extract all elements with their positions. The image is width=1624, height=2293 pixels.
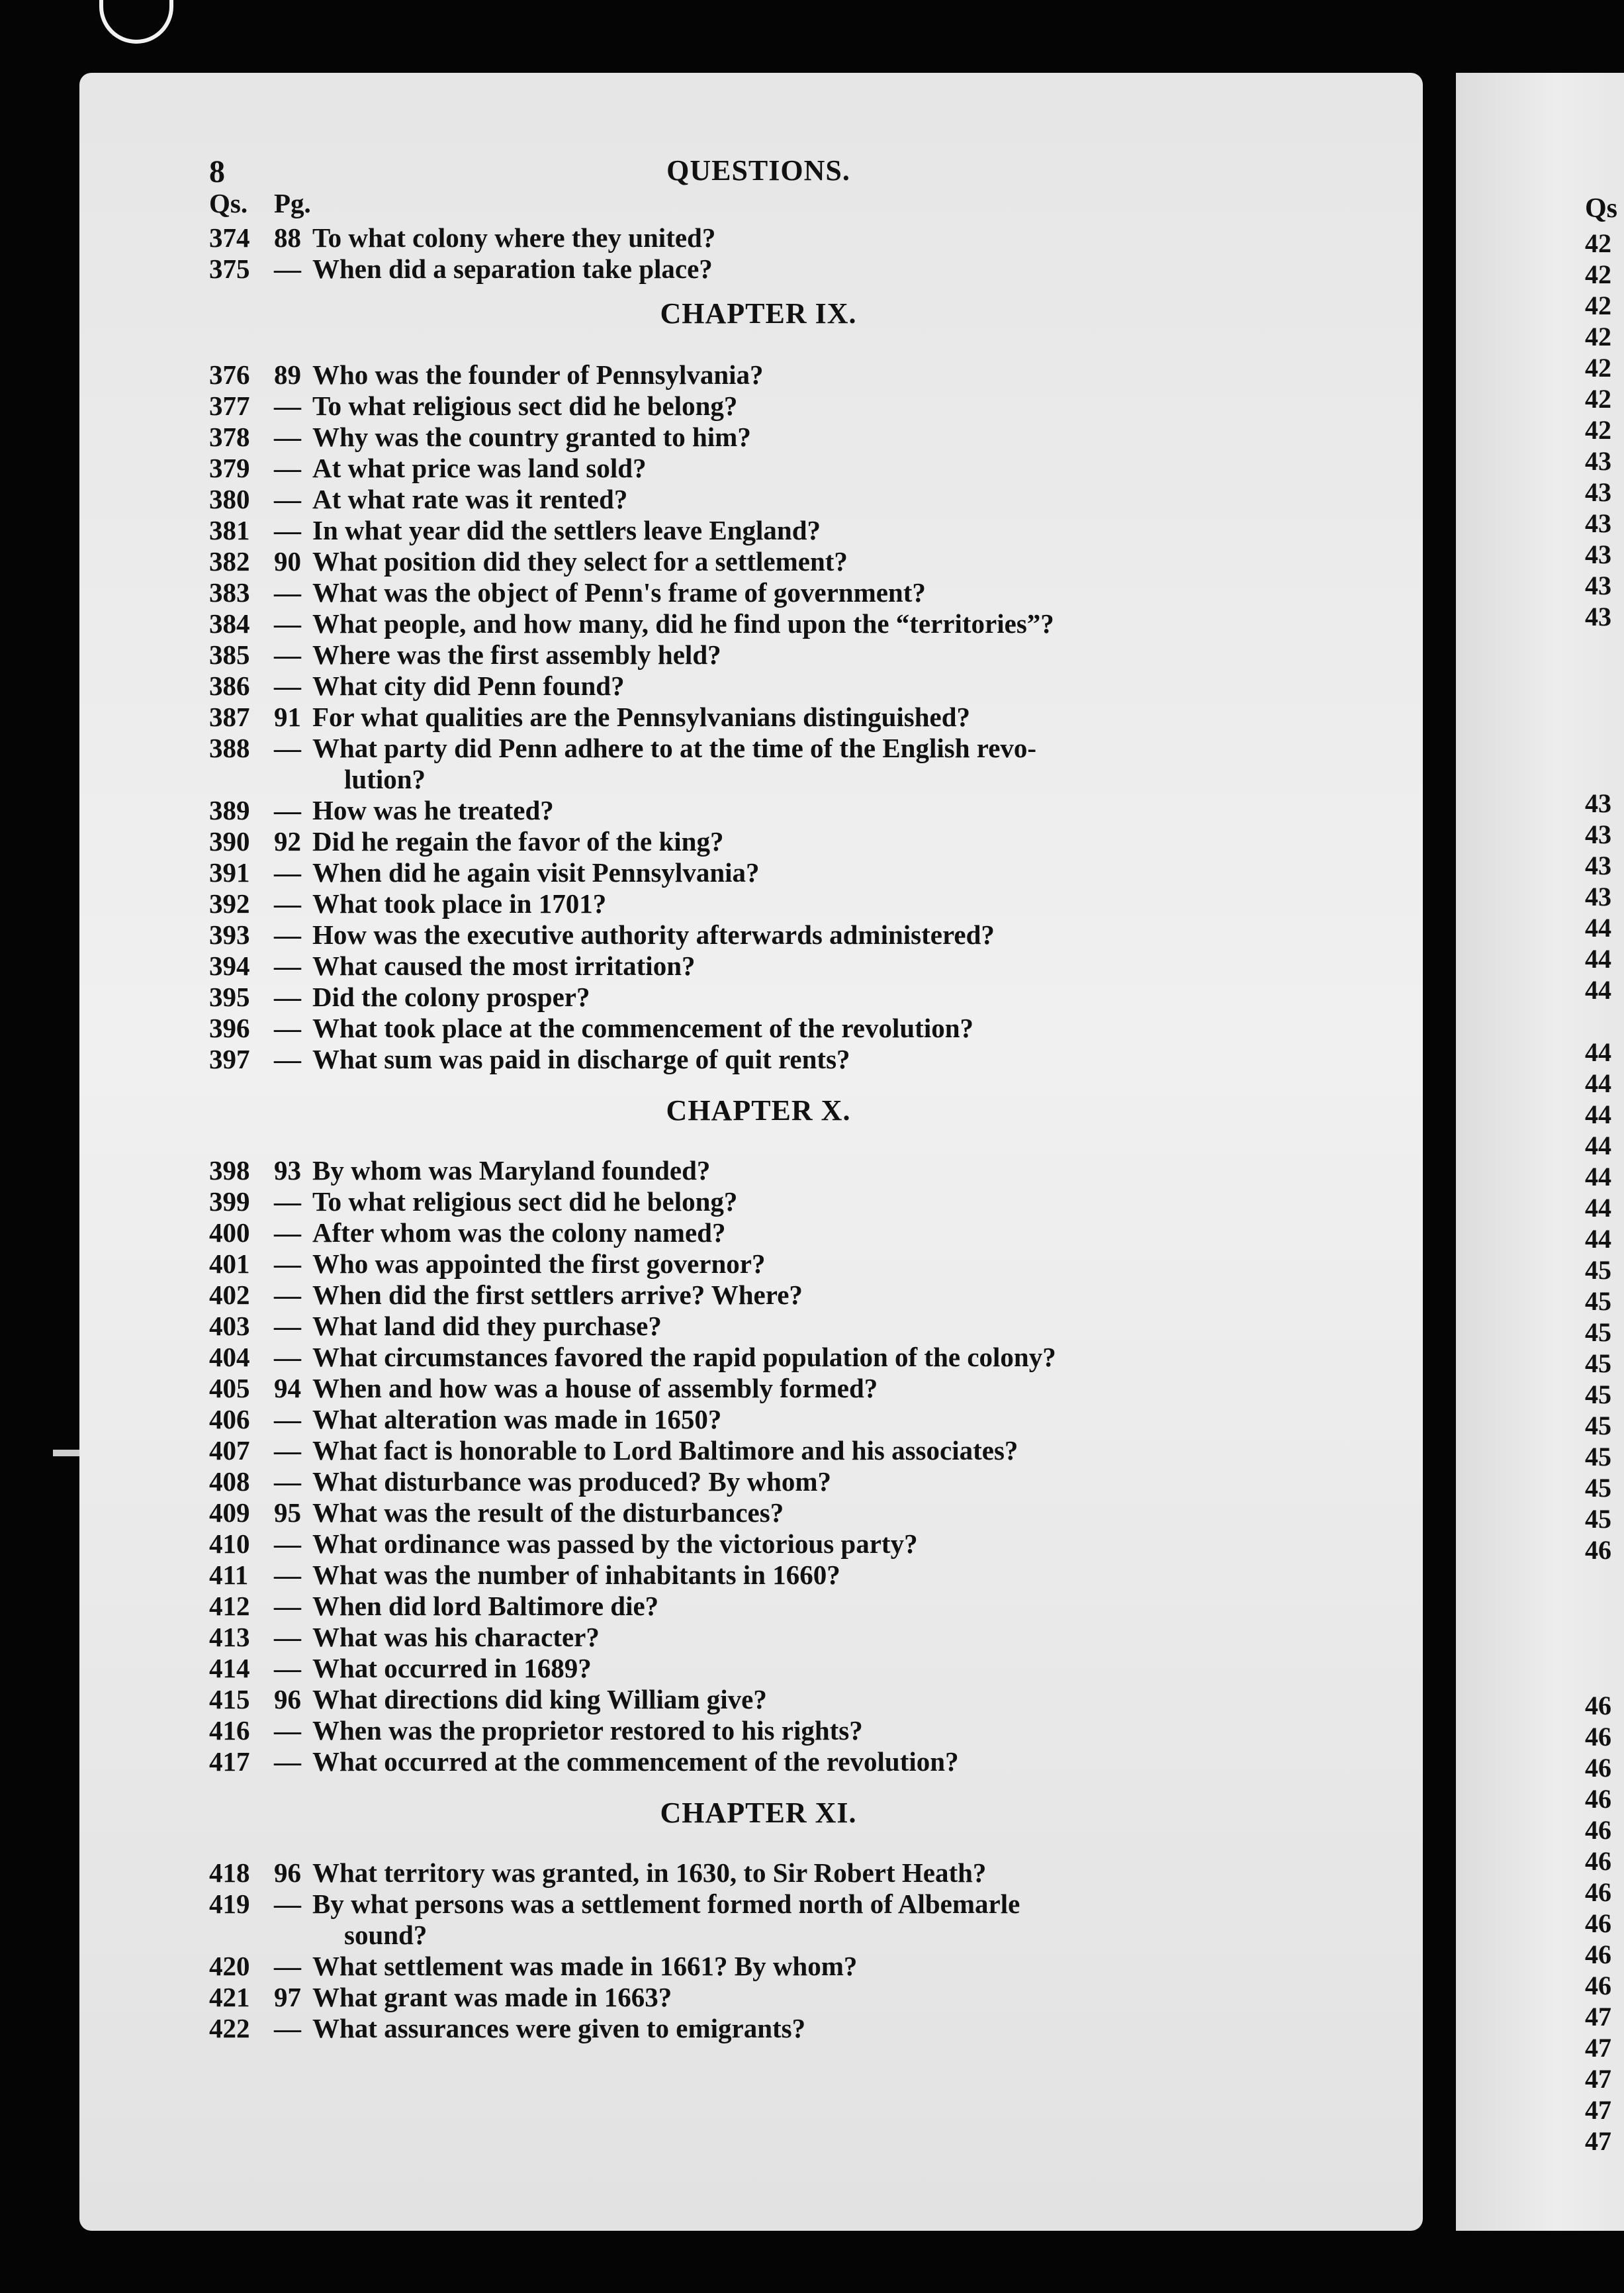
facing-page-number: 42 — [1585, 384, 1611, 414]
question-text: By what persons was a settlement formed north of Albemarle — [312, 1889, 1020, 1919]
question-row — [209, 857, 1308, 888]
facing-page-number — [1585, 1006, 1624, 1037]
question-number: 374 — [209, 222, 250, 253]
question-text: When did he again visit Pennsylvania? — [312, 857, 760, 888]
question-row — [209, 982, 1308, 1013]
question-row — [209, 1746, 1308, 1777]
question-row — [209, 1653, 1308, 1684]
question-number: 410 — [209, 1528, 250, 1559]
facing-page-number: 44 — [1585, 975, 1611, 1005]
question-text: What city did Penn found? — [312, 671, 625, 701]
question-text: What disturbance was produced? By whom? — [312, 1466, 832, 1497]
question-number: 407 — [209, 1435, 250, 1466]
question-row — [209, 2013, 1308, 2044]
question-number: 421 — [209, 1982, 250, 2012]
question-number: 402 — [209, 1280, 250, 1310]
intro-questions — [209, 222, 1308, 285]
facing-page-number: 43 — [1585, 602, 1611, 632]
page-reference: 96 — [274, 1857, 301, 1888]
facing-page-number: 46 — [1585, 1971, 1611, 2000]
question-text: What party did Penn adhere to at the time of the English revo- — [312, 733, 1037, 763]
question-number: 391 — [209, 857, 250, 888]
question-number: 388 — [209, 733, 250, 763]
facing-page-number: 43 — [1585, 508, 1611, 538]
chapter-heading: CHAPTER XI. — [660, 1797, 857, 1829]
question-row — [209, 1404, 1308, 1435]
facing-page-number: 43 — [1585, 882, 1611, 912]
question-number: 383 — [209, 577, 250, 608]
question-number: 384 — [209, 608, 250, 639]
question-text: To what religious sect did he belong? — [312, 391, 738, 421]
page-reference: — — [274, 1653, 301, 1683]
question-row — [209, 608, 1308, 639]
question-text: After whom was the colony named? — [312, 1217, 726, 1248]
facing-page-number: 43 — [1585, 788, 1611, 818]
page-reference: — — [274, 857, 301, 888]
question-row — [209, 1466, 1308, 1497]
facing-page-number — [1585, 1597, 1624, 1628]
question-number: 404 — [209, 1342, 250, 1372]
page-reference: — — [274, 1528, 301, 1559]
facing-page-number: 44 — [1585, 1193, 1611, 1223]
question-row — [209, 1013, 1308, 1044]
facing-page-number: 44 — [1585, 1100, 1611, 1129]
chapter-heading: CHAPTER IX. — [660, 297, 857, 330]
question-text-continuation: sound? — [344, 1920, 428, 1950]
question-text: Where was the first assembly held? — [312, 639, 721, 670]
corner-mark — [99, 0, 173, 44]
question-number: 389 — [209, 795, 250, 825]
page-reference: — — [274, 1466, 301, 1497]
question-number: 419 — [209, 1889, 250, 1919]
facing-page-number: 42 — [1585, 259, 1611, 289]
facing-page-number: 44 — [1585, 1131, 1611, 1160]
question-text: When did lord Baltimore die? — [312, 1591, 659, 1621]
facing-page-header: Qs — [1585, 193, 1618, 224]
questions-column-header: Qs. — [209, 188, 248, 218]
facing-page-number — [1585, 1659, 1624, 1690]
question-number: 385 — [209, 639, 250, 670]
question-row — [209, 484, 1308, 515]
facing-page-number: 45 — [1585, 1504, 1611, 1534]
page-number: 8 — [209, 154, 225, 189]
facing-page-number: 45 — [1585, 1442, 1611, 1472]
question-number: 375 — [209, 254, 250, 284]
question-row — [209, 222, 1308, 254]
facing-page-number: 46 — [1585, 1815, 1611, 1845]
question-row — [209, 1373, 1308, 1404]
question-number: 403 — [209, 1311, 250, 1341]
question-number: 387 — [209, 702, 250, 732]
question-row — [209, 453, 1308, 484]
question-text: By whom was Maryland founded? — [312, 1155, 711, 1186]
page-reference: 91 — [274, 702, 301, 732]
question-row — [209, 577, 1308, 608]
question-text: What alteration was made in 1650? — [312, 1404, 722, 1434]
question-text: What territory was granted, in 1630, to Sir Robert Heath? — [312, 1857, 987, 1888]
question-text: When and how was a house of assembly formed? — [312, 1373, 878, 1403]
question-text: For what qualities are the Pennsylvanians distinguished? — [312, 702, 971, 732]
question-text: What sum was paid in discharge of quit rents? — [312, 1044, 850, 1074]
question-row — [209, 1857, 1308, 1889]
facing-page-number: 44 — [1585, 1224, 1611, 1254]
question-number: 409 — [209, 1497, 250, 1528]
facing-page-number: 46 — [1585, 1940, 1611, 1969]
page-reference: 92 — [274, 826, 301, 857]
question-row — [209, 1280, 1308, 1311]
question-number: 390 — [209, 826, 250, 857]
facing-page-number: 42 — [1585, 322, 1611, 351]
facing-page-number: 45 — [1585, 1411, 1611, 1440]
question-row — [209, 1560, 1308, 1591]
page-reference: — — [274, 671, 301, 701]
question-row — [209, 702, 1308, 733]
question-row — [209, 422, 1308, 453]
question-row — [209, 795, 1308, 826]
page-column-header: Pg. — [274, 188, 311, 218]
question-number: 399 — [209, 1186, 250, 1217]
facing-page-number: 45 — [1585, 1317, 1611, 1347]
question-row — [209, 1435, 1308, 1466]
page-reference: — — [274, 951, 301, 981]
question-number: 380 — [209, 484, 250, 514]
question-text: What circumstances favored the rapid population of the colony? — [312, 1342, 1056, 1372]
facing-page-number — [1585, 757, 1624, 788]
question-row — [209, 1591, 1308, 1622]
facing-page-number: 46 — [1585, 1722, 1611, 1752]
question-text: How was he treated? — [312, 795, 554, 825]
page-content — [209, 154, 1308, 2044]
question-number: 398 — [209, 1155, 250, 1186]
question-text-continuation: lution? — [344, 764, 426, 794]
chapter-question-list — [209, 1857, 1308, 2044]
question-text: What position did they select for a settlement? — [312, 546, 848, 577]
question-text: In what year did the settlers leave England? — [312, 515, 821, 545]
question-row — [209, 546, 1308, 577]
question-text: What settlement was made in 1661? By whom? — [312, 1951, 858, 1981]
question-text: What was the number of inhabitants in 1660? — [312, 1560, 840, 1590]
question-text: Did he regain the favor of the king? — [312, 826, 724, 857]
question-text: What assurances were given to emigrants? — [312, 2013, 806, 2043]
facing-page-number: 43 — [1585, 539, 1611, 569]
question-row — [209, 1155, 1308, 1186]
page-reference: 97 — [274, 1982, 301, 2012]
page-reference: — — [274, 2013, 301, 2043]
facing-page-number: 47 — [1585, 2095, 1611, 2125]
facing-page-number: 45 — [1585, 1255, 1611, 1285]
page-reference: — — [274, 577, 301, 608]
question-row — [209, 639, 1308, 671]
page-reference: — — [274, 1311, 301, 1341]
page-reference: — — [274, 733, 301, 763]
facing-page-number: 42 — [1585, 353, 1611, 383]
facing-page-number: 42 — [1585, 415, 1611, 445]
question-number: 386 — [209, 671, 250, 701]
question-number: 405 — [209, 1373, 250, 1403]
question-number: 420 — [209, 1951, 250, 1981]
question-text: Did the colony prosper? — [312, 982, 590, 1012]
chapter-question-list — [209, 359, 1308, 1075]
question-row — [209, 515, 1308, 546]
facing-page-number: 44 — [1585, 944, 1611, 974]
facing-page-number: 42 — [1585, 228, 1611, 258]
question-row — [209, 1248, 1308, 1280]
question-text: To what colony where they united? — [312, 222, 716, 253]
facing-page-number: 43 — [1585, 819, 1611, 849]
page-reference: — — [274, 608, 301, 639]
question-row — [209, 1982, 1308, 2013]
page-reference: — — [274, 1560, 301, 1590]
question-text: What grant was made in 1663? — [312, 1982, 672, 2012]
question-row — [209, 951, 1308, 982]
question-number: 416 — [209, 1715, 250, 1746]
page-reference: — — [274, 1622, 301, 1652]
facing-page-number: 45 — [1585, 1348, 1611, 1378]
page-reference: 95 — [274, 1497, 301, 1528]
question-row — [209, 826, 1308, 857]
question-number: 412 — [209, 1591, 250, 1621]
chapter-heading: CHAPTER X. — [666, 1094, 851, 1127]
facing-page-number: 43 — [1585, 851, 1611, 880]
page-reference: — — [274, 1044, 301, 1074]
page-reference: — — [274, 1951, 301, 1981]
question-row — [209, 888, 1308, 919]
facing-page-number: 47 — [1585, 2126, 1611, 2156]
question-number: 396 — [209, 1013, 250, 1043]
question-row — [209, 391, 1308, 422]
facing-page-number — [1585, 663, 1624, 694]
question-text: What was the result of the disturbances? — [312, 1497, 784, 1528]
facing-page-number: 44 — [1585, 1162, 1611, 1192]
question-number: 401 — [209, 1248, 250, 1279]
question-row — [209, 671, 1308, 702]
question-text: To what religious sect did he belong? — [312, 1186, 738, 1217]
question-text: What ordinance was passed by the victorious party? — [312, 1528, 918, 1559]
margin-mark — [53, 1450, 79, 1456]
page-reference: — — [274, 1217, 301, 1248]
question-text: What occurred at the commencement of the revolution? — [312, 1746, 959, 1777]
question-text: What was his character? — [312, 1622, 600, 1652]
question-number: 392 — [209, 888, 250, 919]
page-reference: — — [274, 919, 301, 950]
question-number: 378 — [209, 422, 250, 452]
question-row — [209, 1217, 1308, 1248]
question-row — [209, 1622, 1308, 1653]
page-reference: — — [274, 795, 301, 825]
chapters — [209, 297, 1308, 2044]
question-row — [209, 1342, 1308, 1373]
page-reference: — — [274, 1342, 301, 1372]
question-number: 418 — [209, 1857, 250, 1888]
question-number: 397 — [209, 1044, 250, 1074]
question-number: 393 — [209, 919, 250, 950]
facing-page-column — [1585, 193, 1624, 2157]
question-text: What took place at the commencement of the revolution? — [312, 1013, 974, 1043]
question-number: 382 — [209, 546, 250, 577]
question-number: 394 — [209, 951, 250, 981]
facing-page-number: 46 — [1585, 1535, 1611, 1565]
question-text: What took place in 1701? — [312, 888, 607, 919]
question-number: 417 — [209, 1746, 250, 1777]
page-reference: — — [274, 639, 301, 670]
question-row — [209, 1889, 1308, 1920]
question-text: How was the executive authority afterwards administered? — [312, 919, 995, 950]
question-row — [209, 1528, 1308, 1560]
facing-page-number: 46 — [1585, 1784, 1611, 1814]
page-reference: 88 — [274, 222, 301, 253]
question-number: 377 — [209, 391, 250, 421]
page-reference: 96 — [274, 1684, 301, 1714]
page-reference: 94 — [274, 1373, 301, 1403]
page-reference: — — [274, 254, 301, 284]
page-reference: — — [274, 1591, 301, 1621]
question-number: 406 — [209, 1404, 250, 1434]
facing-page-number: 44 — [1585, 1068, 1611, 1098]
question-text: What fact is honorable to Lord Baltimore and his associates? — [312, 1435, 1018, 1466]
question-number: 379 — [209, 453, 250, 483]
question-text: Who was appointed the first governor? — [312, 1248, 766, 1279]
question-number: 411 — [209, 1560, 249, 1590]
page-reference: — — [274, 1186, 301, 1217]
question-row — [209, 1684, 1308, 1715]
page-reference: — — [274, 1435, 301, 1466]
page-reference: — — [274, 1889, 301, 1919]
page-reference: 93 — [274, 1155, 301, 1186]
facing-page-number: 45 — [1585, 1286, 1611, 1316]
question-text: What land did they purchase? — [312, 1311, 662, 1341]
page-reference: — — [274, 1248, 301, 1279]
page-reference: — — [274, 453, 301, 483]
page-reference: — — [274, 1280, 301, 1310]
page-reference: 89 — [274, 359, 301, 390]
facing-page-number: 42 — [1585, 291, 1611, 320]
page-reference: — — [274, 1715, 301, 1746]
facing-page-number: 47 — [1585, 2064, 1611, 2094]
question-text: Why was the country granted to him? — [312, 422, 751, 452]
facing-page-number: 46 — [1585, 1846, 1611, 1876]
question-text: What occurred in 1689? — [312, 1653, 592, 1683]
page-reference: — — [274, 888, 301, 919]
facing-page-number: 44 — [1585, 1037, 1611, 1067]
question-number: 413 — [209, 1622, 250, 1652]
facing-page-number — [1585, 725, 1624, 757]
page-reference: — — [274, 391, 301, 421]
page-reference: — — [274, 1404, 301, 1434]
page-reference: — — [274, 484, 301, 514]
question-number: 376 — [209, 359, 250, 390]
question-text: What caused the most irritation? — [312, 951, 696, 981]
facing-page-number — [1585, 1566, 1624, 1597]
question-text: When did a separation take place? — [312, 254, 713, 284]
question-number: 415 — [209, 1684, 250, 1714]
chapter-question-list — [209, 1155, 1308, 1777]
facing-page-number: 45 — [1585, 1473, 1611, 1503]
question-row — [209, 1311, 1308, 1342]
question-row — [209, 254, 1308, 285]
page-header — [209, 154, 1308, 188]
question-number: 400 — [209, 1217, 250, 1248]
question-text: At what rate was it rented? — [312, 484, 628, 514]
facing-page-number: 47 — [1585, 2033, 1611, 2063]
facing-page-number — [1585, 1628, 1624, 1659]
question-row — [209, 919, 1308, 951]
facing-page-number: 43 — [1585, 477, 1611, 507]
facing-page-number: 46 — [1585, 1877, 1611, 1907]
question-number: 414 — [209, 1653, 250, 1683]
facing-page-number: 46 — [1585, 1753, 1611, 1783]
page-reference: — — [274, 1013, 301, 1043]
question-row — [209, 359, 1308, 391]
question-text: What directions did king William give? — [312, 1684, 767, 1714]
question-row — [209, 1497, 1308, 1528]
facing-page-number: 45 — [1585, 1380, 1611, 1409]
page-reference: — — [274, 515, 301, 545]
facing-page-number: 43 — [1585, 446, 1611, 476]
question-row — [209, 1044, 1308, 1075]
page-reference: — — [274, 422, 301, 452]
question-row — [209, 1715, 1308, 1746]
question-text: What people, and how many, did he find upon the “territories”? — [312, 608, 1054, 639]
facing-page-number: 47 — [1585, 2002, 1611, 2032]
question-number: 395 — [209, 982, 250, 1012]
question-row — [209, 1951, 1308, 1982]
question-text: Who was the founder of Pennsylvania? — [312, 359, 764, 390]
facing-page-number: 43 — [1585, 571, 1611, 600]
running-title: QUESTIONS. — [666, 154, 850, 187]
facing-page-number: 44 — [1585, 913, 1611, 943]
question-number: 381 — [209, 515, 250, 545]
question-text: At what price was land sold? — [312, 453, 647, 483]
facing-page-number — [1585, 694, 1624, 725]
facing-page-number: 46 — [1585, 1691, 1611, 1720]
question-text: What was the object of Penn's frame of government? — [312, 577, 926, 608]
page-reference: — — [274, 1746, 301, 1777]
question-text: When did the first settlers arrive? Where? — [312, 1280, 803, 1310]
page-reference: 90 — [274, 546, 301, 577]
question-text: When was the proprietor restored to his rights? — [312, 1715, 863, 1746]
question-row — [209, 1186, 1308, 1217]
facing-page-number — [1585, 632, 1624, 663]
column-headers — [209, 188, 1308, 222]
question-number: 408 — [209, 1466, 250, 1497]
question-row — [209, 733, 1308, 764]
page-reference: — — [274, 982, 301, 1012]
question-number: 422 — [209, 2013, 250, 2043]
facing-page-number: 46 — [1585, 1908, 1611, 1938]
